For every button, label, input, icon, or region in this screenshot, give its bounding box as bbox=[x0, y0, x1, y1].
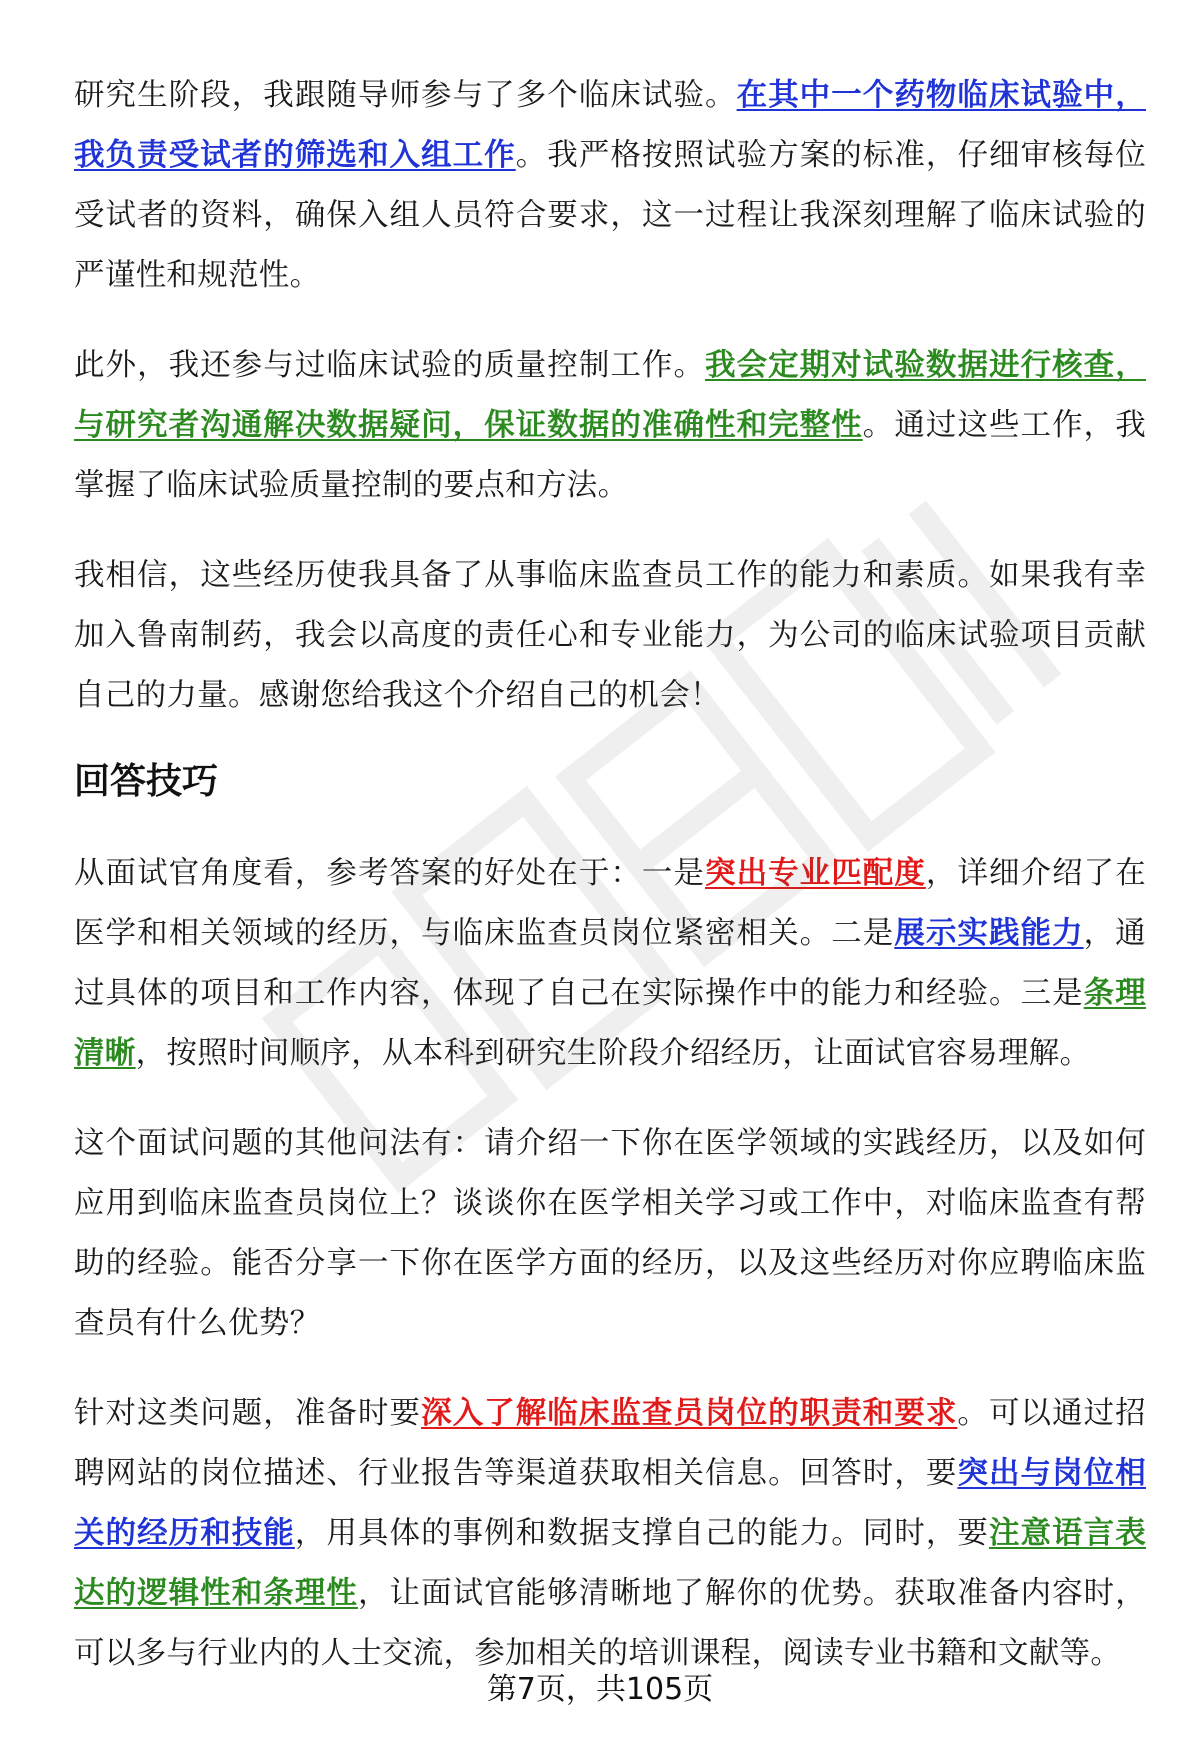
body-text: ，用具体的事例和数据支撑自己的能力。同时，要 bbox=[294, 1516, 989, 1551]
body-text: 。我严格按照试验方案的标准，仔细审核每位受试者的资料，确保入组人员符合要求，这一过程让我深刻理解了临床试验的严谨性和规范性。 bbox=[74, 138, 1147, 293]
paragraph bbox=[74, 546, 1146, 726]
body-text: 。通过这些工作，我掌握了临床试验质量控制的要点和方法。 bbox=[74, 408, 1147, 503]
highlighted-text: 在其中一个药物临床试验中，我负责受试者的筛选和入组工作 bbox=[74, 78, 1146, 173]
document-body bbox=[74, 66, 1146, 1714]
highlighted-text: 我会定期对试验数据进行核查，与研究者沟通解决数据疑问，保证数据的准确性和完整性 bbox=[74, 348, 1146, 443]
body-text: ，按照时间顺序，从本科到研究生阶段介绍经历，让面试官容易理解。 bbox=[135, 1036, 1091, 1071]
paragraph bbox=[74, 844, 1146, 1084]
paragraph bbox=[74, 66, 1146, 306]
body-text: 研究生阶段，我跟随导师参与了多个临床试验。 bbox=[74, 78, 737, 113]
body-text: 。可以通过招聘网站的岗位描述、行业报告等渠道获取相关信息。回答时，要 bbox=[74, 1396, 1146, 1491]
body-text: 此外，我还参与过临床试验的质量控制工作。 bbox=[74, 348, 706, 383]
highlighted-text: 条理清晰 bbox=[74, 976, 1146, 1071]
paragraph bbox=[74, 1384, 1146, 1684]
tips-section bbox=[74, 844, 1146, 1684]
highlighted-text: 注意语言表达的逻辑性和条理性 bbox=[74, 1516, 1146, 1611]
body-text: ，让面试官能够清晰地了解你的优势。获取准备内容时，可以多与行业内的人士交流，参加相关的培训课程，阅读专业书籍和文献等。 bbox=[74, 1576, 1147, 1671]
page-number: 第7页，共105页 bbox=[486, 1672, 714, 1707]
answer-section bbox=[74, 66, 1146, 726]
highlighted-text: 展示实践能力 bbox=[894, 916, 1084, 951]
body-text: 从面试官角度看，参考答案的好处在于：一是 bbox=[74, 856, 706, 891]
paragraph bbox=[74, 336, 1146, 516]
body-text: ，通过具体的项目和工作内容，体现了自己在实际操作中的能力和经验。三是 bbox=[74, 916, 1146, 1011]
highlighted-text: 突出与岗位相关的经历和技能 bbox=[74, 1456, 1146, 1551]
body-text: ，详细介绍了在医学和相关领域的经历，与临床监查员岗位紧密相关。二是 bbox=[74, 856, 1146, 951]
highlighted-text: 突出专业匹配度 bbox=[705, 856, 926, 891]
paragraph bbox=[74, 1114, 1146, 1354]
body-text: 我相信，这些经历使我具备了从事临床监查员工作的能力和素质。如果我有幸加入鲁南制药，我会以高度的责任心和专业能力，为公司的临床试验项目贡献自己的力量。感谢您给我这个介绍自己的机会！ bbox=[74, 558, 1146, 713]
highlighted-text: 深入了解临床监查员岗位的职责和要求 bbox=[421, 1396, 958, 1431]
body-text: 针对这类问题，准备时要 bbox=[74, 1396, 422, 1431]
body-text: 这个面试问题的其他问法有：请介绍一下你在医学领域的实践经历，以及如何应用到临床监查员岗位上？谈谈你在医学相关学习或工作中，对临床监查有帮助的经验。能否分享一下你在医学方面的经历，以及这些经历对你应聘临床监查员有什么优势？ bbox=[74, 1126, 1146, 1341]
section-heading: 回答技巧 bbox=[74, 761, 219, 802]
